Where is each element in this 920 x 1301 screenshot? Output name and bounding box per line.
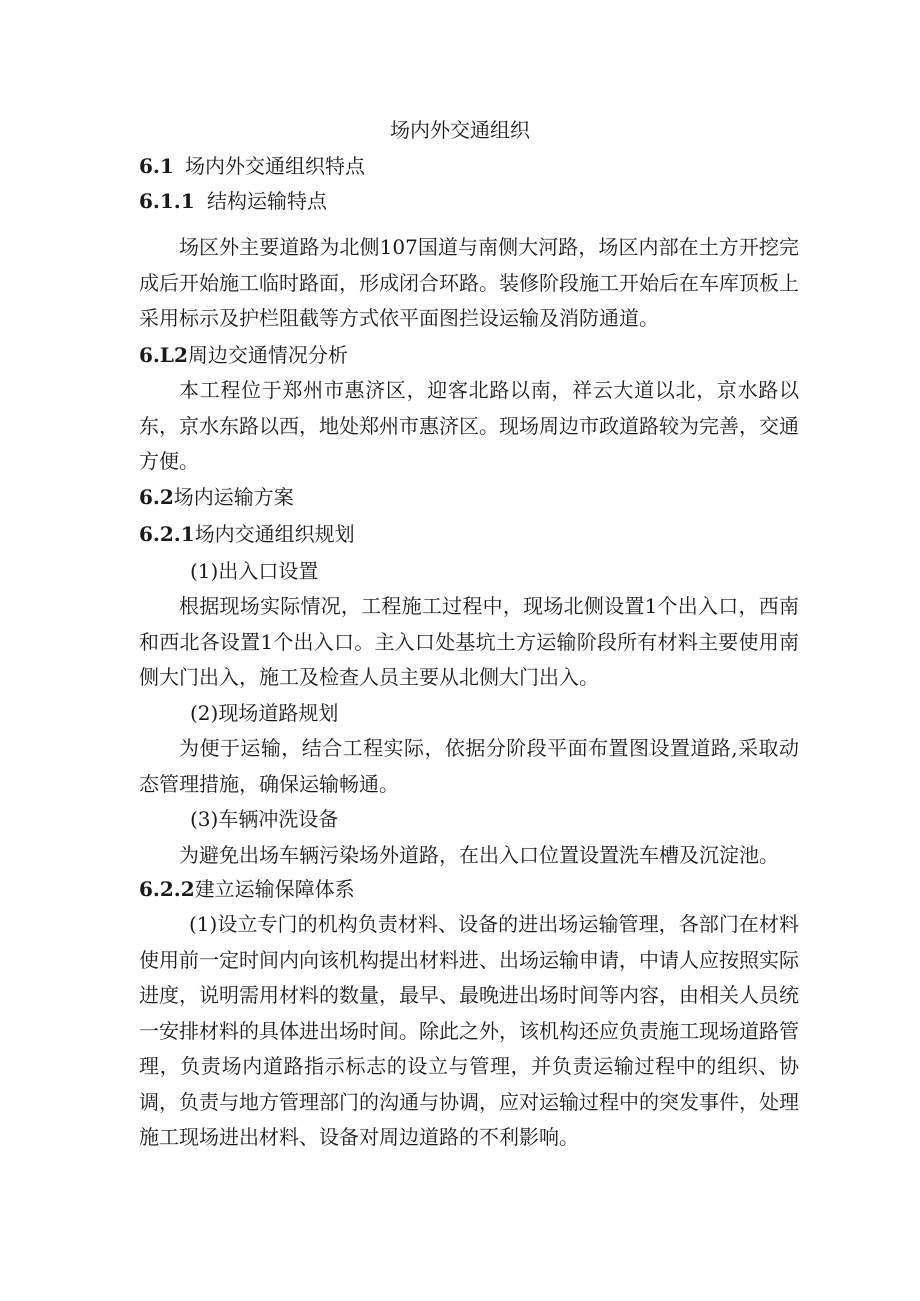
section-title: 场内交通组织规划 [194,522,355,546]
list-item-entrance-setup: (1)出入口设置 [190,559,319,583]
paragraph-traffic-analysis: 本工程位于郑州市惠济区，迎客北路以南，祥云大道以北，京水路以东，京水东路以西，地处郑州市惠济区。现场周边市政道路较为完善，交通方便。 [139,378,799,473]
section-heading-6-1-1 [139,187,327,215]
section-title: 结构运输特点 [207,189,327,213]
list-item-road-planning: (2)现场道路规划 [190,701,339,725]
section-title: 建立运输保障体系 [194,877,355,901]
section-number: 6.2.2 [139,877,195,901]
section-heading-6-1 [139,152,365,180]
paragraph-road-planning: 为便于运输，结合工程实际，依据分阶段平面布置图设置道路,采取动态管理措施，确保运输畅通。 [139,736,799,796]
document-title: 场内外交通组织 [390,118,530,142]
section-title: 场内外交通组织特点 [185,154,365,178]
paragraph-transport-guarantee: (1)设立专门的机构负责材料、设备的进出场运输管理，各部门在材料使用前一定时间内向该机构提出材料进、出场运输申请，中请人应按照实际进度，说明需用材料的数量，最早、最晚进出场时间等内容，由相关人员统一安排材料的具体进出场时间。除此之外，该机构还应负责施工现场道路管理，负责场内道路指示标志的设立与管理，并负责运输过程中的组织、协调，负责与地方管理部门的沟通与协调，应对运输过程中的突发事件，处理施工现场进出材料、设备对周边道路的不利影响。 [139,912,799,1149]
paragraph-entrance-details: 根据现场实际情况，工程施工过程中，现场北侧设置1个出入口，西南和西北各设置1个出入口。主入口处基坑土方运输阶段所有材料主要使用南侧大门出入，施工及检查人员主要从北侧大门出入。 [139,594,799,689]
section-heading-6-l2 [139,341,348,369]
list-item-vehicle-washing: (3)车辆冲洗设备 [190,807,339,831]
section-number: 6.1.1 [139,189,195,213]
section-heading-6-2-1 [139,520,355,548]
paragraph-vehicle-washing: 为避免出场车辆污染场外道路，在出入口位置设置洗车槽及沉淀池。 [179,843,779,867]
section-number: 6.2 [139,485,174,509]
section-number: 6.L2 [139,343,188,367]
section-heading-6-2 [139,483,294,511]
section-heading-6-2-2 [139,875,355,903]
paragraph-road-overview: 场区外主要道路为北侧107国道与南侧大河路，场区内部在土方开挖完成后开始施工临时路面，形成闭合环路。装修阶段施工开始后在车库顶板上采用标示及护栏阻截等方式依平面图拦设运输及消防通道。 [139,235,799,330]
section-number: 6.2.1 [139,522,195,546]
section-title: 场内运输方案 [173,485,294,509]
section-title: 周边交通情况分析 [187,343,348,367]
section-number: 6.1 [139,154,174,178]
